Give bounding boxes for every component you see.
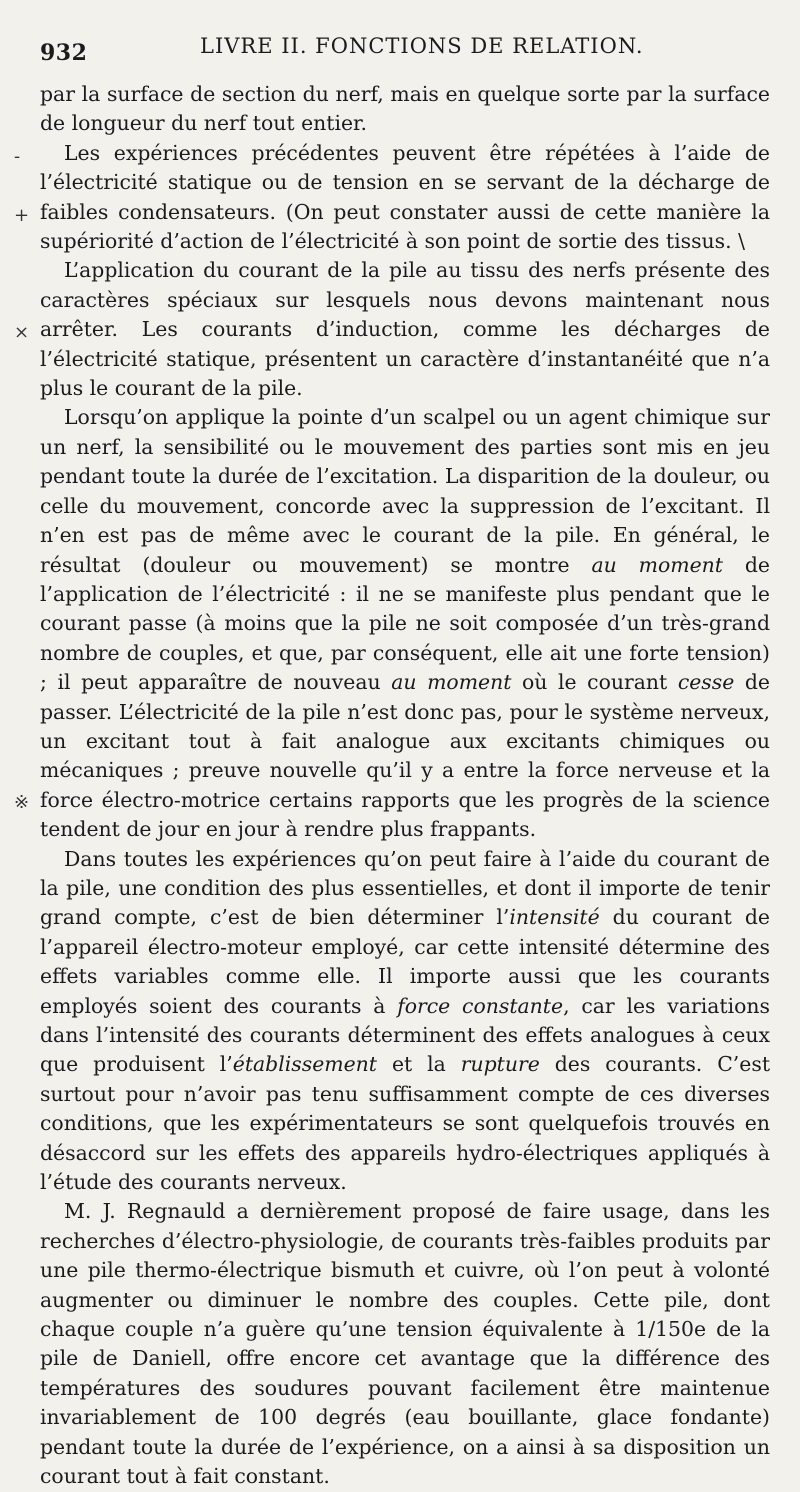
paragraph (40, 139, 770, 257)
italic-run: rupture (460, 1052, 540, 1077)
italic-run: établissement (232, 1052, 378, 1077)
paragraph (40, 80, 770, 139)
body-text (40, 80, 770, 1492)
paragraph (40, 1197, 770, 1491)
text-run: , car les variations dans l’intensité des courants déterminent des effets analogues à ceux que produisent l’ (40, 993, 770, 1077)
text-run: des courants. C’est surtout pour n’avoir pas tenu suffisamment compte de ces diverses conditions, que les expérimentateurs se sont quelquefois trouvés en désaccord sur les effets des appareils hydro-électriques appliqués à l’étude des courants nerveux. (40, 1052, 771, 1195)
margin-x-mark: × (14, 322, 30, 343)
text-run: du courant de l’appareil électro-moteur employé, car cette intensité détermine des effets variables comme elle. Il importe aussi que les courants employés soient des courants à (40, 905, 770, 1018)
italic-run: cesse (677, 670, 735, 695)
running-head: LIVRE II. FONCTIONS DE RELATION. (200, 34, 644, 58)
text-run: où le courant (511, 670, 678, 695)
italic-run: force constante (397, 993, 564, 1018)
italic-run: intensité (509, 905, 600, 930)
text-run: de l’application de l’électricité : il ne se manifeste plus pendant que le courant passe (à moins que la pile ne soit composée d’un très-grand nombre de couples, et que, par conséquent, elle ait une forte tension) ; il peut apparaître de nouveau (40, 552, 770, 695)
page-number: 932 (40, 40, 88, 66)
text-run: Lorsqu’on applique la pointe d’un scalpel ou un agent chimique sur un nerf, la sensibilité ou le mouvement des parties sont mis en jeu pendant toute la durée de l’excitation. La disparition de la douleur, ou celle du mouvement, concorde avec la suppression de l’excitant. Il n’en est pas de même avec le courant de la pile. En général, le résultat (douleur ou mouvement) se montre (40, 405, 770, 577)
margin-dash-mark: - (14, 146, 21, 167)
margin-cross-mark: + (14, 205, 30, 226)
text-run: de passer. L’électricité de la pile n’est donc pas, pour le système nerveux, un excitant tout à fait analogue aux excitants chimiques ou mécaniques ; preuve nouvelle qu’il y a entre la force nerveuse et la force électro-motrice certains rapports que les progrès de la science tendent de jour en jour à rendre plus frappants. (40, 670, 770, 842)
paragraph (40, 256, 770, 403)
paragraph (40, 403, 770, 844)
text-run: Les expériences précédentes peuvent être répétées à l’aide de l’électricité statique ou de tension en se servant de la décharge de faibles condensateurs. (On peut constater aussi de cette manière la supériorité d’action de l’électricité à son point de sortie des tissus. \ (40, 140, 770, 254)
text-run: M. J. Regnauld a dernièrement proposé de faire usage, dans les recherches d’électro-physiologie, de courants très-faibles produits par une pile thermo-électrique bismuth et cuivre, où l’on peut à volonté augmenter ou diminuer le nombre des couples. Cette pile, dont chaque couple n’a guère qu’une tension équivalente à 1/150e de la pile de Daniell, offre encore cet avantage que la différence des températures des soudures pouvant facilement être maintenue invariablement de 100 degrés (eau bouillante, glace fondante) pendant toute la durée de l’expérience, on a ainsi à sa disposition un courant tout à fait constant. (40, 1199, 770, 1489)
paragraph (40, 845, 770, 1198)
text-run: Dans toutes les expériences qu’on peut faire à l’aide du courant de la pile, une condition des plus essentielles, et dont il importe de tenir grand compte, c’est de bien déterminer l’ (40, 846, 770, 930)
margin-star-mark: ※ (14, 792, 30, 813)
page-header (40, 28, 770, 80)
italic-run: au moment (391, 670, 512, 695)
italic-run: au moment (591, 552, 723, 577)
text-run: par la surface de section du nerf, mais en quelque sorte par la surface de longueur du nerf tout entier. (40, 82, 770, 136)
text-run: et la (377, 1052, 461, 1077)
text-run: L’application du courant de la pile au tissu des nerfs présente des caractères spéciaux sur lesquels nous devons maintenant nous arrêter. Les courants d’induction, comme les décharges de l’électricité statique, présentent un caractère d’instantanéité que n’a plus le courant de la pile. (40, 258, 770, 401)
